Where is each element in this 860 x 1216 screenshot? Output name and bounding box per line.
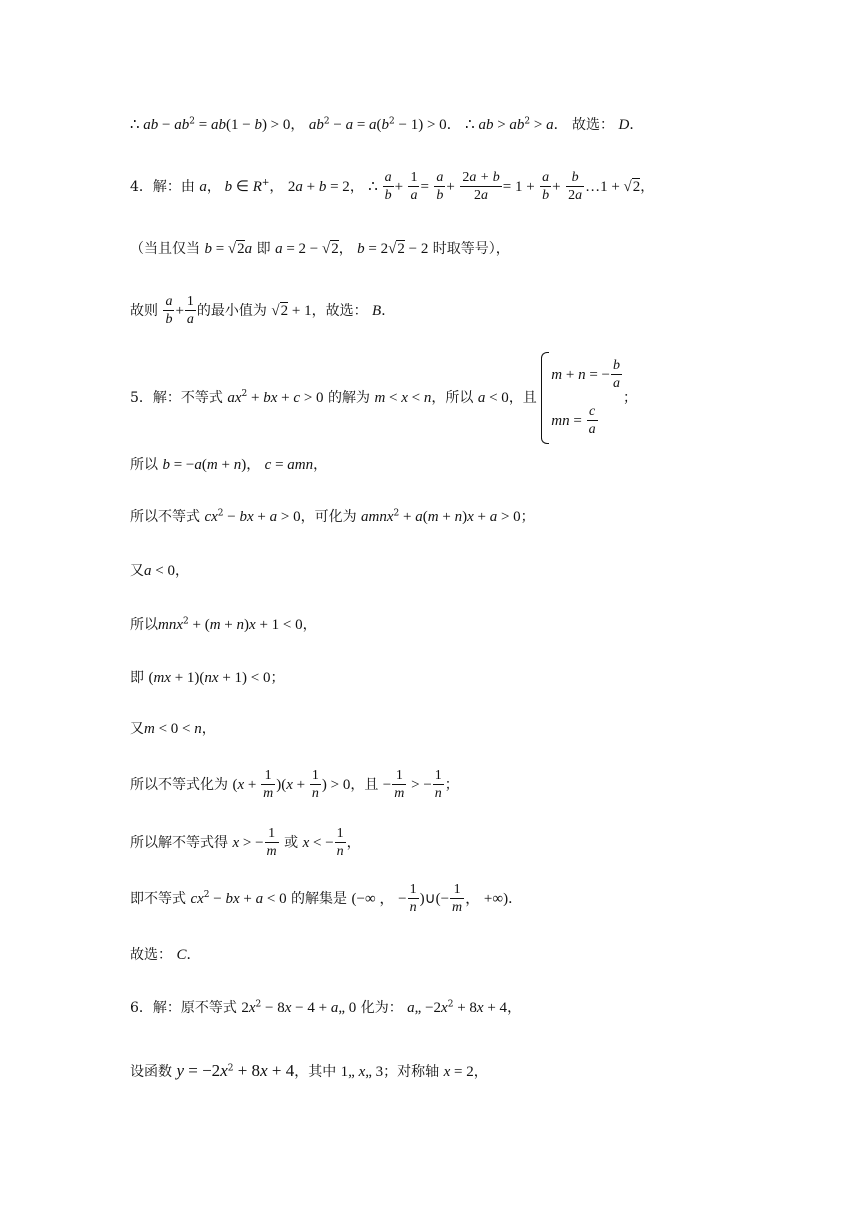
solution-line-2: 4．解：由 a， b ∈ R+， 2a + b = 2， ∴ $\frac{a}{b}$ + $\frac{1}{a}$ = $\frac{a}{b}$ + $\frac{2a + b}{2a}$ = 1 + $\frac{a}{b}$ + $\frac{b}{2a}$ …1 + √2， [130,170,655,204]
solution-line-13: 所以解不等式得 x > − $\frac{1}{m}$ 或 x < − $\frac{1}{n}$ ， [130,826,361,860]
solution-line-11: 又m < 0 < n， [130,721,216,737]
solution-line-9: 所以mnx$^2$ + (m + n)x + 1 < 0， [130,616,317,633]
solution-line-8: 又a < 0， [130,563,189,579]
solution-line-1: ∴ ab − $ab^2 = ab(1 - b) > 0$， $ab^2 - a = a(b^2 - 1) > 0$． ∴ ab > $ab^2 > a$． 故选： D． [130,116,644,133]
solution-line-4: 故则 $\frac{a}{b}$ + $\frac{1}{a}$ 的最小值为 √2 + 1，故选： B． [130,294,396,328]
solution-line-10: 即 (mx + 1)(nx + 1) < 0； [130,670,285,686]
solution-line-15: 故选： C． [130,947,201,963]
problem-5-label: 5．解：不等式 [130,389,223,406]
solution-line-5: 5．解：不等式 $ax^2$ + bx + c > 0 的解为 m < x < n，所以 a < 0，且 m + n = − $\frac{b}{a}$ mn = $\frac{c}{a}$ ； [130,352,637,444]
problem-4-label: 4．解：由 [130,178,195,195]
solution-line-16: 6．解：原不等式 $2x^2 - 8x - 4$ + a„ 0 化为： a„ $-2x^2 + 8x + 4$， [130,999,522,1016]
solution-line-3: （当且仅当 b = √2a 即 a = 2 − √2， b = 2√2 − 2 时取等号）， [130,241,510,257]
solution-line-17: 设函数 $y = -2x^2 + 8x + 4$，其中 1„ x„ 3；对称轴 x = 2， [130,1061,488,1080]
problem-6-label: 6．解：原不等式 [130,1000,237,1016]
solution-line-14: 即不等式 $cx^2$ − bx + a < 0 的解集是 (−∞ ， − $\frac{1}{n}$ )∪(− $\frac{1}{m}$ ， +∞)． [130,882,523,916]
solution-line-6: 所以 b = −a(m + n)， c = amn， [130,457,328,473]
equation-system: m + n = − $\frac{b}{a}$ mn = $\frac{c}{a}$ [541,352,623,444]
solution-line-12: 所以不等式化为 (x + $\frac{1}{m}$ )(x + $\frac{1}{n}$ ) > 0，且 − $\frac{1}{m}$ > − $\frac{1}{n}$ ； [130,768,459,802]
solution-line-7: 所以不等式 $cx^2$ − bx + a > 0，可化为 amnx$^2$ + a(m + n)x + a > 0； [130,508,535,525]
